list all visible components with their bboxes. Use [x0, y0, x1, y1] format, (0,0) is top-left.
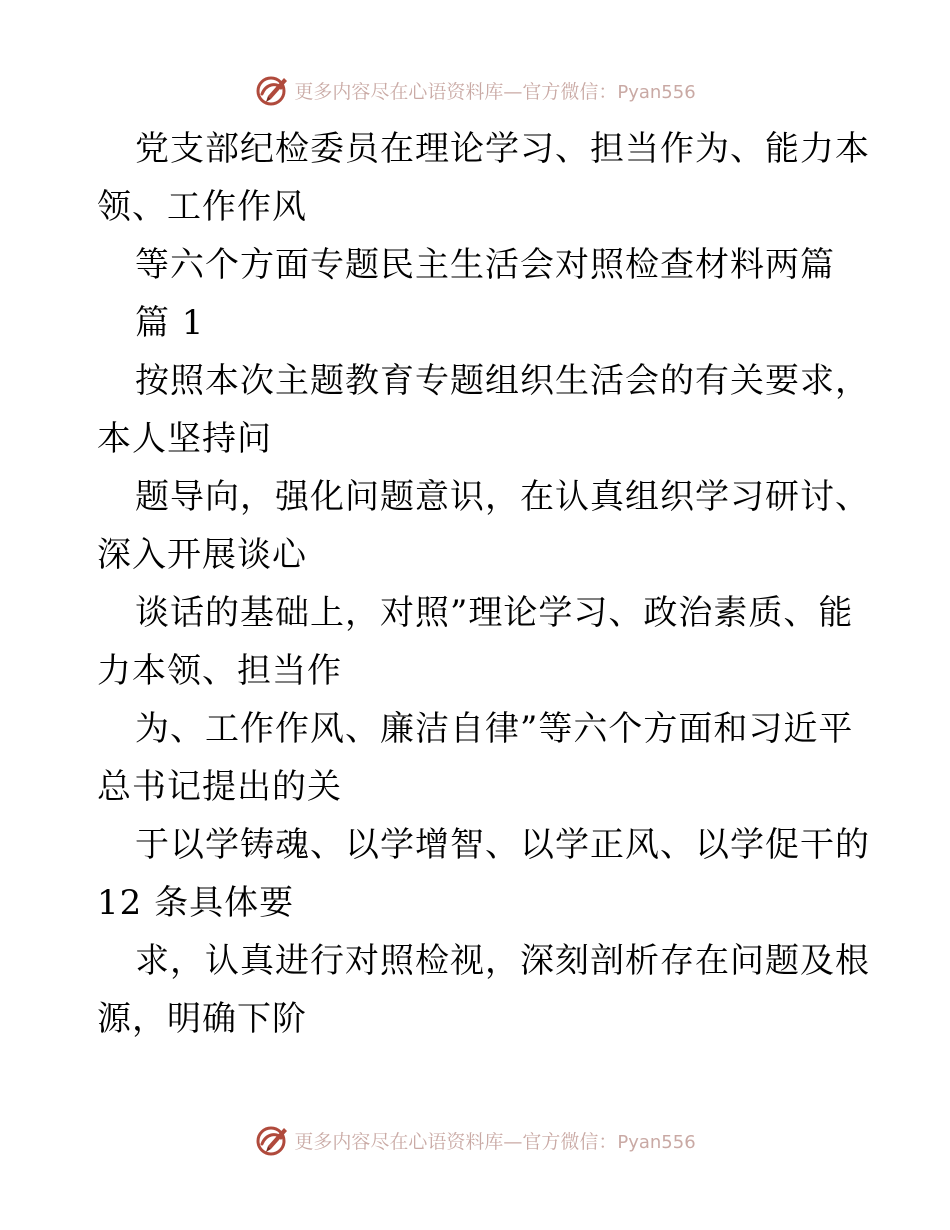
paragraph-line: 深入开展谈心: [97, 535, 307, 575]
header-banner-text: 更多内容尽在心语资料库—官方微信：Pyan556: [294, 80, 696, 103]
paragraph-line: 为、工作作风、廉洁自律”等六个方面和习近平: [135, 709, 854, 749]
title-line-3: 等六个方面专题民主生活会对照检查材料两篇: [135, 245, 835, 285]
title-line-1: 党支部纪检委员在理论学习、担当作为、能力本: [135, 129, 870, 169]
paragraph-line: 力本领、担当作: [97, 651, 342, 691]
paragraph-line: 按照本次主题教育专题组织生活会的有关要求，: [135, 361, 870, 401]
paragraph-line: 求，认真进行对照检视，深刻剖析存在问题及根: [135, 941, 870, 981]
footer-banner-text: 更多内容尽在心语资料库—官方微信：Pyan556: [294, 1130, 696, 1153]
footer-banner: [0, 1120, 950, 1160]
header-banner: [0, 70, 950, 110]
paragraph-line: 源，明确下阶: [97, 999, 307, 1039]
paragraph-line: 于以学铸魂、以学增智、以学正风、以学促干的: [135, 825, 870, 865]
paragraph-line: 谈话的基础上，对照”理论学习、政治素质、能: [135, 593, 854, 633]
swirl-pen-logo-icon: [254, 72, 290, 108]
paragraph-line: 本人坚持问: [97, 419, 272, 459]
paragraph-line: 12 条具体要: [97, 883, 295, 923]
title-line-2: 领、工作作风: [97, 187, 307, 227]
section-heading: 篇 1: [135, 303, 205, 343]
paragraph-line: 题导向，强化问题意识，在认真组织学习研讨、: [135, 477, 870, 517]
paragraph-line: 总书记提出的关: [97, 767, 342, 807]
swirl-pen-logo-icon: [254, 1122, 290, 1158]
